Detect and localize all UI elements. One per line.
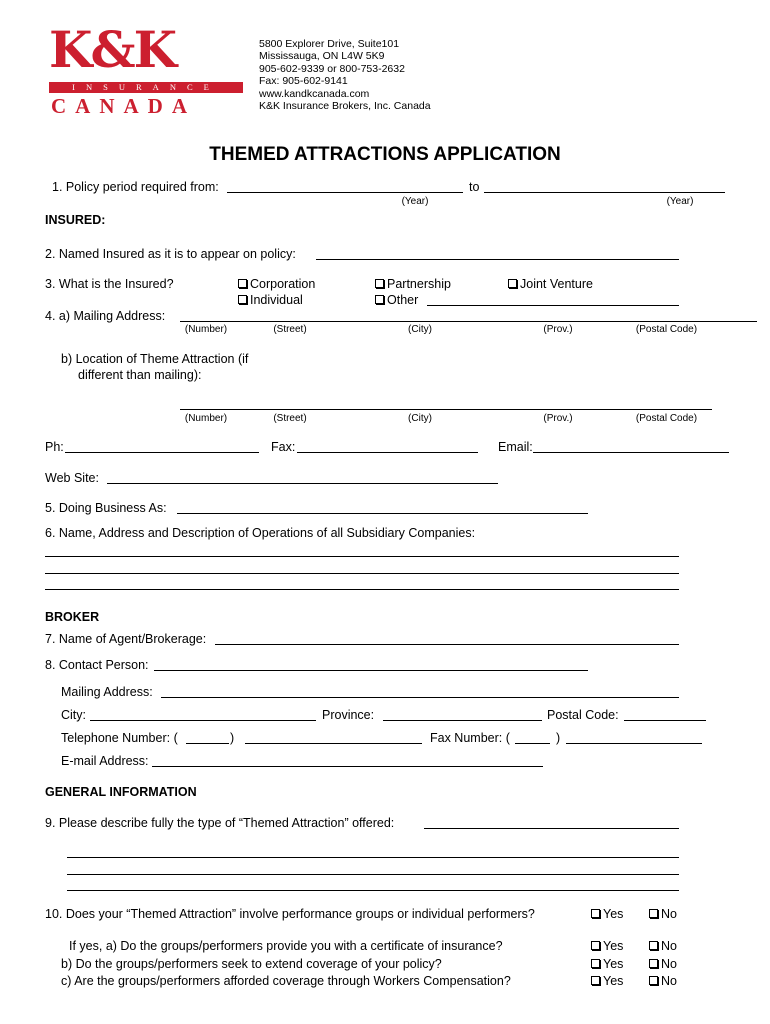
address-line: 905-602-9339 or 800-753-2632 bbox=[259, 62, 405, 75]
checkbox-icon[interactable] bbox=[591, 976, 600, 985]
broker-email-label: E-mail Address: bbox=[61, 754, 149, 768]
broker-postal-label: Postal Code: bbox=[547, 708, 619, 722]
agent-name-field[interactable] bbox=[215, 644, 679, 645]
phone-field[interactable] bbox=[65, 452, 259, 453]
checkbox-icon[interactable] bbox=[508, 279, 517, 288]
number-caption: (Number) bbox=[184, 324, 228, 335]
street-caption: (Street) bbox=[273, 413, 307, 424]
broker-heading: BROKER bbox=[45, 610, 100, 624]
q10a-no-option[interactable]: No bbox=[649, 939, 677, 953]
extend-coverage-question: b) Do the groups/performers seek to extend coverage of your policy? bbox=[61, 957, 442, 971]
logo-canada-text: CANADA bbox=[51, 94, 196, 118]
checkbox-icon[interactable] bbox=[238, 295, 247, 304]
broker-province-field[interactable] bbox=[383, 720, 542, 721]
website-field[interactable] bbox=[107, 483, 498, 484]
phone-label: Ph: bbox=[45, 440, 64, 454]
q10c-no-option[interactable]: No bbox=[649, 974, 677, 988]
fax-area-code-field[interactable] bbox=[515, 743, 550, 744]
prov-caption: (Prov.) bbox=[543, 324, 573, 335]
contact-person-field[interactable] bbox=[154, 670, 588, 671]
page-title: THEMED ATTRACTIONS APPLICATION bbox=[209, 144, 561, 165]
fax-label: Fax: bbox=[271, 440, 296, 454]
location-label-line2: different than mailing): bbox=[78, 368, 202, 382]
checkbox-icon[interactable] bbox=[238, 279, 247, 288]
doing-business-as-label: 5. Doing Business As: bbox=[45, 501, 167, 515]
number-caption: (Number) bbox=[184, 413, 228, 424]
telephone-area-code-field[interactable] bbox=[186, 743, 229, 744]
address-line: 5800 Explorer Drive, Suite101 bbox=[259, 38, 400, 50]
themed-attraction-field-line[interactable] bbox=[67, 857, 679, 858]
fax-close-paren: ) bbox=[556, 731, 561, 745]
postal-caption: (Postal Code) bbox=[635, 413, 698, 424]
other-specify-field[interactable] bbox=[427, 305, 679, 306]
city-caption: (City) bbox=[408, 413, 432, 424]
broker-fax-label: Fax Number: ( bbox=[430, 731, 510, 745]
policy-from-year-field[interactable] bbox=[227, 192, 463, 193]
themed-attraction-label: 9. Please describe fully the type of “Themed Attraction” offered: bbox=[45, 816, 395, 830]
checkbox-icon[interactable] bbox=[649, 941, 658, 950]
checkbox-icon[interactable] bbox=[591, 959, 600, 968]
insured-heading: INSURED: bbox=[45, 213, 106, 227]
checkbox-icon[interactable] bbox=[649, 959, 658, 968]
tel-close-paren: ) bbox=[230, 731, 235, 745]
subsidiary-field-line[interactable] bbox=[45, 573, 679, 574]
general-info-heading: GENERAL INFORMATION bbox=[45, 785, 197, 799]
prov-caption: (Prov.) bbox=[543, 413, 573, 424]
corporation-option[interactable]: Corporation bbox=[238, 277, 315, 291]
website-label: Web Site: bbox=[45, 471, 99, 485]
policy-period-label: 1. Policy period required from: bbox=[52, 180, 219, 194]
broker-mailing-label: Mailing Address: bbox=[61, 685, 153, 699]
agent-name-label: 7. Name of Agent/Brokerage: bbox=[45, 632, 207, 646]
certificate-question: If yes, a) Do the groups/performers provide you with a certificate of insurance? bbox=[69, 939, 503, 953]
checkbox-icon[interactable] bbox=[375, 295, 384, 304]
fax-field[interactable] bbox=[297, 452, 478, 453]
checkbox-icon[interactable] bbox=[375, 279, 384, 288]
q10b-no-option[interactable]: No bbox=[649, 957, 677, 971]
broker-email-field[interactable] bbox=[152, 766, 543, 767]
subsidiary-field-line[interactable] bbox=[45, 556, 679, 557]
q10a-yes-option[interactable]: Yes bbox=[591, 939, 623, 953]
checkbox-icon[interactable] bbox=[649, 976, 658, 985]
contact-person-label: 8. Contact Person: bbox=[45, 658, 149, 672]
fax-number-field[interactable] bbox=[566, 743, 702, 744]
q10c-yes-option[interactable]: Yes bbox=[591, 974, 623, 988]
location-address-field[interactable] bbox=[180, 409, 712, 410]
broker-telephone-label: Telephone Number: ( bbox=[61, 731, 178, 745]
broker-mailing-field[interactable] bbox=[161, 697, 679, 698]
checkbox-icon[interactable] bbox=[591, 941, 600, 950]
address-line: Fax: 905-602-9141 bbox=[259, 75, 348, 88]
logo-insurance-band: INSURANCE bbox=[49, 82, 243, 93]
email-label: Email: bbox=[498, 440, 533, 454]
checkbox-icon[interactable] bbox=[649, 909, 658, 918]
themed-attraction-field-line[interactable] bbox=[67, 890, 679, 891]
year-caption: (Year) bbox=[401, 196, 429, 207]
address-line: Mississauga, ON L4W 5K9 bbox=[259, 50, 385, 63]
logo-kk-text: K&K bbox=[49, 20, 176, 79]
doing-business-as-field[interactable] bbox=[177, 513, 588, 514]
themed-attraction-field-line[interactable] bbox=[424, 828, 679, 829]
themed-attraction-field-line[interactable] bbox=[67, 874, 679, 875]
q10-no-option[interactable]: No bbox=[649, 907, 677, 921]
email-field[interactable] bbox=[533, 452, 729, 453]
partnership-option[interactable]: Partnership bbox=[375, 277, 451, 291]
policy-to-year-field[interactable] bbox=[484, 192, 725, 193]
policy-to-label: to bbox=[469, 180, 480, 194]
performers-question: 10. Does your “Themed Attraction” involve performance groups or individual performers? bbox=[45, 907, 535, 921]
address-line: K&K Insurance Brokers, Inc. Canada bbox=[259, 100, 431, 113]
broker-city-label: City: bbox=[61, 708, 86, 722]
company-logo bbox=[47, 20, 247, 119]
named-insured-label: 2. Named Insured as it is to appear on policy: bbox=[45, 247, 296, 261]
broker-province-label: Province: bbox=[322, 708, 375, 722]
named-insured-field[interactable] bbox=[316, 259, 679, 260]
subsidiary-label: 6. Name, Address and Description of Operations of all Subsidiary Companies: bbox=[45, 526, 476, 540]
individual-option[interactable]: Individual bbox=[238, 293, 303, 307]
website-link[interactable]: www.kandkcanada.com bbox=[259, 87, 370, 100]
mailing-address-field[interactable] bbox=[180, 321, 757, 322]
location-label-line1: b) Location of Theme Attraction (if bbox=[61, 352, 249, 366]
year-caption: (Year) bbox=[666, 196, 694, 207]
company-address bbox=[259, 38, 431, 112]
checkbox-icon[interactable] bbox=[591, 909, 600, 918]
mailing-address-label: 4. a) Mailing Address: bbox=[45, 309, 166, 323]
telephone-number-field[interactable] bbox=[245, 743, 422, 744]
city-caption: (City) bbox=[408, 324, 432, 335]
broker-postal-field[interactable] bbox=[624, 720, 706, 721]
q10-yes-option[interactable]: Yes bbox=[591, 907, 623, 921]
insured-type-label: 3. What is the Insured? bbox=[45, 277, 174, 291]
joint-venture-option[interactable]: Joint Venture bbox=[508, 277, 593, 291]
q10b-yes-option[interactable]: Yes bbox=[591, 957, 623, 971]
other-option[interactable]: Other bbox=[375, 293, 418, 307]
postal-caption: (Postal Code) bbox=[635, 324, 698, 335]
street-caption: (Street) bbox=[273, 324, 307, 335]
workers-comp-question: c) Are the groups/performers afforded coverage through Workers Compensation? bbox=[61, 974, 511, 988]
broker-city-field[interactable] bbox=[90, 720, 316, 721]
subsidiary-field-line[interactable] bbox=[45, 589, 679, 590]
